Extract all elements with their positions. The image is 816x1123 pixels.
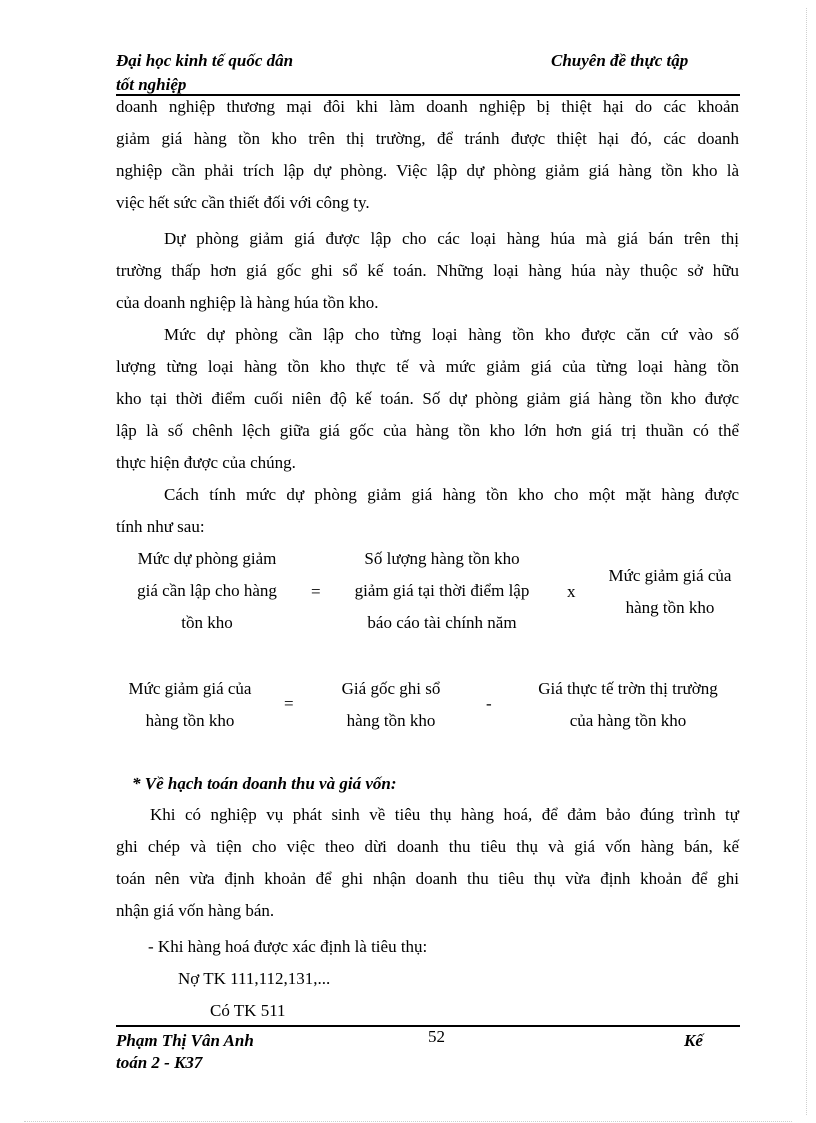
formula-text: Giá gốc ghi sổ [341,679,441,698]
paragraph-2 [116,223,739,319]
formula1-right-term [590,560,750,624]
paragraph-line: lập là số chênh lệch giữa giá gốc của hàng tồn kho lớn hơn giá trị thuần có thể [116,421,739,440]
formula1-left-term [112,543,302,639]
paragraph-line: việc hết sức cần thiết đối với công ty. [116,193,370,212]
paragraph-line: thực hiện được của chúng. [116,453,296,472]
footer-right-text: Kế [684,1031,703,1050]
formula-text: giá cần lập cho hàng [137,581,277,600]
footer-author-name: Phạm Thị Vân Anh [116,1031,254,1050]
header-university [116,49,293,97]
header-university-line1: Đại học kinh tế quốc dân [116,51,294,70]
paragraph-line: nhận giá vốn hàng bán. [116,901,275,920]
paragraph-line: doanh nghiệp thương mại đôi khi làm doanh nghiệp bị thiệt hại do các khoản [116,97,739,116]
page-right-border [806,8,807,1115]
formula-text: giảm giá tại thời điểm lập [354,581,530,600]
paragraph-line: tính như sau: [116,517,205,536]
page-bottom-border [24,1121,792,1122]
formula1-multiply-sign: x [567,582,576,601]
paragraph-line: lượng từng loại hàng tồn kho thực tế và mức giảm giá của từng loại hàng tồn [116,357,739,376]
paragraph-line: của doanh nghiệp là hàng húa tồn kho. [116,293,379,312]
formula2-left-term [110,673,270,737]
formula-text: Giá thực tế trờn thị trường [538,679,718,698]
formula-text: Mức giảm giá của [608,566,732,585]
formula-text: báo cáo tài chính năm [367,613,517,632]
paragraph-line: Dự phòng giảm giá được lập cho các loại hàng húa mà giá bán trên thị [164,229,739,248]
formula-text: hàng tồn kho [346,711,436,730]
formula-text: tồn kho [181,613,233,632]
formula-text: Số lượng hàng tồn kho [364,549,520,568]
formula-text: Mức dự phòng giảm [137,549,277,568]
paragraph-line: Cách tính mức dự phòng giảm giá hàng tồn kho cho một mặt hàng được [164,485,739,504]
paragraph-line: trường thấp hơn giá gốc ghi sổ kế toán. Những loại hàng húa này thuộc sở hữu [116,261,739,280]
debit-entry: Nợ TK 111,112,131,... [178,969,331,988]
formula-text: của hàng tồn kho [569,711,687,730]
paragraph-4 [116,479,739,543]
paragraph-3 [116,319,739,479]
formula2-equals-sign: = [284,694,294,713]
formula2-right-term [510,673,746,737]
formula-text: hàng tồn kho [145,711,235,730]
paragraph-line: ghi chép và tiện cho việc theo dừi doanh thu tiêu thụ và giá vốn hàng bán, kế [116,837,739,856]
header-university-line2: tốt nghiệp [116,75,187,94]
paragraph-line: giảm giá hàng tồn kho trên thị trường, để tránh được thiệt hại đó, các doanh [116,129,739,148]
formula1-equals-sign: = [311,582,321,601]
credit-entry: Có TK 511 [210,1001,286,1020]
paragraph-line: Khi có nghiệp vụ phát sinh về tiêu thụ hàng hoá, để đảm bảo đúng trình tự [150,805,739,824]
paragraph-line: nghiệp cần phải trích lập dự phòng. Việc lập dự phòng giảm giá hàng tồn kho là [116,161,739,180]
paragraph-1 [116,91,739,219]
footer-class: toán 2 - K37 [116,1053,203,1072]
formula2-middle-term [316,673,466,737]
paragraph-line: toán nên vừa định khoản để ghi nhận doanh thu tiêu thụ vừa định khoản để ghi [116,869,739,888]
footer-author [116,1030,254,1074]
formula1-middle-term [332,543,552,639]
paragraph-line: Mức dự phòng cần lập cho từng loại hàng tồn kho được căn cứ vào số [164,325,739,344]
formula2-minus-sign: - [486,694,492,713]
paragraph-line: kho tại thời điểm cuối niên độ kế toán. Số dự phòng giảm giá hàng tồn kho được [116,389,739,408]
formula-text: hàng tồn kho [625,598,715,617]
bullet-sold-goods: - Khi hàng hoá được xác định là tiêu thụ: [148,937,428,956]
section-heading: * Về hạch toán doanh thu và giá vốn: [132,774,397,793]
header-report-title: Chuyên đề thực tập [551,51,689,70]
paragraph-5 [116,799,739,927]
formula-text: Mức giảm giá của [128,679,252,698]
page-number: 52 [428,1027,445,1046]
